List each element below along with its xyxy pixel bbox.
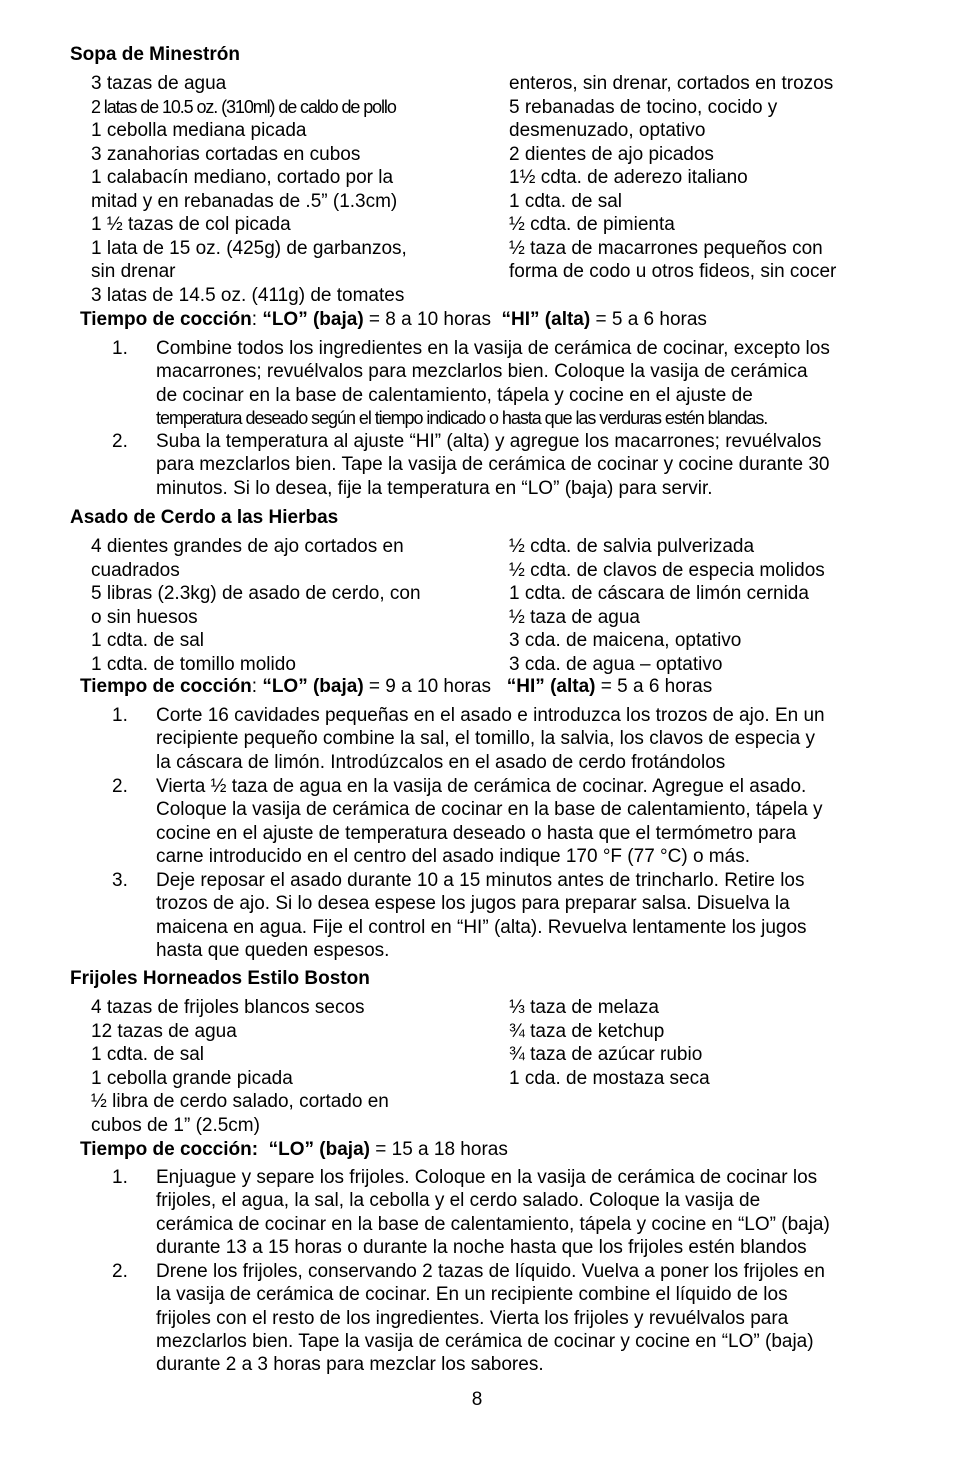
ingredient-line: 1 cdta. de sal	[509, 190, 623, 212]
ingredient-line: 4 tazas de frijoles blancos secos	[91, 997, 365, 1018]
step-text-line: cocine en el ajuste de temperatura deseado o hasta que el termómetro para	[156, 822, 797, 844]
step-text-line: hasta que queden espesos.	[156, 939, 390, 961]
ingredient-line: 3 zanahorias cortadas en cubos	[91, 143, 361, 165]
step-number: 2.	[112, 776, 128, 797]
lo-setting-label: “LO” (baja)	[268, 1139, 370, 1160]
step-number: 2.	[112, 431, 128, 452]
step-text-line: minutos. Si lo desea, fije la temperatura en “LO” (baja) para servir.	[156, 477, 713, 499]
ingredient-line: 1 cebolla grande picada	[91, 1067, 293, 1089]
ingredient-line: ⅓ taza de melaza	[509, 997, 659, 1018]
ingredient-line: ¾ taza de ketchup	[509, 1020, 665, 1042]
ingredient-line: 1 cdta. de sal	[91, 630, 205, 651]
ingredients-left-pork-roast	[91, 535, 421, 676]
ingredient-line: 5 rebanadas de tocino, cocido y	[509, 96, 778, 118]
step-text-line: recipiente pequeño combine la sal, el tomillo, la salvia, los clavos de especia y	[156, 728, 816, 750]
lo-setting-value: = 9 a 10 horas	[363, 676, 491, 697]
cooking-time-label: Tiempo de cocción	[80, 676, 252, 697]
step-text-line: para mezclarlos bien. Tape la vasija de cerámica de cocinar y cocine durante 30	[156, 454, 830, 476]
ingredients-right-pork-roast	[509, 535, 825, 676]
recipe-title-baked-beans: Frijoles Horneados Estilo Boston	[70, 968, 370, 989]
ingredient-line: 3 cda. de maicena, optativo	[509, 630, 742, 651]
ingredient-line: 12 tazas de agua	[91, 1020, 237, 1042]
ingredient-line: 1 cebolla mediana picada	[91, 120, 307, 141]
ingredient-line: 1 cdta. de sal	[91, 1044, 205, 1065]
ingredient-line: 2 dientes de ajo picados	[509, 143, 714, 165]
step-text-line: temperatura deseado según el tiempo indicado o hasta que las verduras estén blandas.	[156, 407, 768, 428]
hi-setting-value: = 5 a 6 horas	[595, 676, 713, 697]
ingredient-line: ½ libra de cerdo salado, cortado en	[91, 1091, 389, 1112]
ingredient-line: 4 dientes grandes de ajo cortados en	[91, 536, 404, 557]
step-text-line: Enjuague y separe los frijoles. Coloque en la vasija de cerámica de cocinar los	[156, 1167, 818, 1188]
step-number: 3.	[112, 870, 128, 891]
ingredient-line: ½ taza de agua	[509, 606, 640, 628]
ingredient-line: 1 cda. de mostaza seca	[509, 1067, 710, 1089]
cooking-time-pork-roast: Tiempo de cocción: “LO” (baja) = 9 a 10 horas “HI” (alta) = 5 a 6 horas	[80, 676, 713, 697]
hi-setting-label: “HI” (alta)	[506, 676, 596, 697]
cooking-time-minestrone: Tiempo de cocción: “LO” (baja) = 8 a 10 horas “HI” (alta) = 5 a 6 horas	[80, 309, 707, 330]
ingredient-line: 1 cdta. de cáscara de limón cernida	[509, 583, 809, 604]
step-text-line: la vasija de cerámica de cocinar. En un recipiente combine el líquido de los	[156, 1284, 788, 1306]
ingredient-line: 1 ½ tazas de col picada	[91, 214, 291, 235]
step-number: 1.	[112, 338, 128, 359]
step-text-line: durante 13 a 15 horas o durante la noche hasta que los frijoles estén blandos	[156, 1236, 807, 1258]
ingredient-line: sin drenar	[91, 261, 176, 282]
ingredient-line: 5 libras (2.3kg) de asado de cerdo, con	[91, 583, 421, 604]
ingredient-line: desmenuzado, optativo	[509, 120, 706, 141]
ingredient-line: ½ cdta. de salvia pulverizada	[509, 536, 755, 557]
step-number: 1.	[112, 1167, 128, 1188]
step-text-line: Combine todos los ingredientes en la vasija de cerámica de cocinar, excepto los	[156, 338, 830, 359]
step-text-line: trozos de ajo. Si lo desea espese los jugos para preparar salsa. Disuelva la	[156, 893, 790, 915]
ingredient-line: ¾ taza de azúcar rubio	[509, 1044, 703, 1065]
step-text-line: carne introducido en el centro del asado indique 170 °F (77 °C) o más.	[156, 845, 750, 867]
step-text-line: Corte 16 cavidades pequeñas en el asado e introduzca los trozos de ajo. En un	[156, 705, 825, 726]
ingredient-line: 1 calabacín mediano, cortado por la	[91, 167, 394, 188]
cooking-time-label: Tiempo de cocción:	[80, 1139, 259, 1160]
recipe-title-minestrone: Sopa de Minestrón	[70, 44, 240, 65]
ingredients-right-baked-beans	[509, 996, 710, 1090]
step-text-line: Deje reposar el asado durante 10 a 15 minutos antes de trincharlo. Retire los	[156, 870, 805, 891]
step-text-line: mezclarlos bien. Tape la vasija de cerámica de cocinar y cocine en “LO” (baja)	[156, 1330, 814, 1352]
ingredient-line: cuadrados	[91, 559, 180, 581]
step-number: 2.	[112, 1261, 128, 1282]
step-text-line: Drene los frijoles, conservando 2 tazas de líquido. Vuelva a poner los frijoles en	[156, 1261, 825, 1282]
ingredient-line: ½ taza de macarrones pequeños con	[509, 237, 823, 259]
ingredient-line: 2 latas de 10.5 oz. (310ml) de caldo de pollo	[91, 96, 396, 117]
cooking-time-baked-beans	[80, 1138, 508, 1161]
step-text-line: maicena en agua. Fije el control en “HI” (alta). Revuelva lentamente los jugos	[156, 916, 807, 938]
step-text-line: Coloque la vasija de cerámica de cocinar en la base de calentamiento, tápela y	[156, 799, 823, 821]
ingredient-line: 3 cda. de agua – optativo	[509, 653, 723, 675]
ingredients-left-baked-beans	[91, 996, 389, 1137]
step-text-line: frijoles con el resto de los ingredientes. Vierta los frijoles y revuélvalos para	[156, 1307, 789, 1329]
ingredient-line: enteros, sin drenar, cortados en trozos	[509, 73, 834, 94]
ingredients-left-minestrone	[91, 72, 407, 307]
ingredient-line: ½ cdta. de pimienta	[509, 214, 675, 235]
lo-setting-label: “LO” (baja)	[262, 676, 364, 697]
step-text-line: la cáscara de limón. Introdúzcalos en el asado de cerdo frotándolos	[156, 751, 726, 773]
hi-setting-label: “HI” (alta)	[501, 309, 591, 330]
ingredients-right-minestrone	[509, 72, 836, 284]
step-text-line: macarrones; revuélvalos para mezclarlos bien. Coloque la vasija de cerámica	[156, 361, 808, 383]
page-number: 8	[471, 1389, 483, 1410]
ingredient-line: forma de codo u otros fideos, sin cocer	[509, 261, 837, 282]
step-number: 1.	[112, 705, 128, 726]
ingredient-line: ½ cdta. de clavos de especia molidos	[509, 559, 825, 581]
ingredient-line: 3 latas de 14.5 oz. (411g) de tomates	[91, 284, 405, 306]
ingredient-line: o sin huesos	[91, 606, 198, 628]
ingredient-line: 1 cdta. de tomillo molido	[91, 653, 296, 675]
step-text-line: Vierta ½ taza de agua en la vasija de cerámica de cocinar. Agregue el asado.	[156, 776, 807, 797]
recipe-title-pork-roast: Asado de Cerdo a las Hierbas	[70, 507, 339, 528]
cooking-time-label: Tiempo de cocción	[80, 309, 252, 330]
lo-setting-label: “LO” (baja)	[262, 309, 364, 330]
ingredient-line: cubos de 1” (2.5cm)	[91, 1114, 260, 1136]
step-text-line: Suba la temperatura al ajuste “HI” (alta) y agregue los macarrones; revuélvalos	[156, 431, 822, 452]
step-text-line: frijoles, el agua, la sal, la cebolla y el cerdo salado. Coloque la vasija de	[156, 1190, 761, 1212]
ingredient-line: mitad y en rebanadas de .5” (1.3cm)	[91, 190, 398, 212]
ingredient-line: 3 tazas de agua	[91, 73, 227, 94]
hi-setting-value: = 5 a 6 horas	[590, 309, 707, 330]
step-text-line: de cocinar en la base de calentamiento, tápela y cocine en el ajuste de	[156, 384, 753, 406]
step-text-line: durante 2 a 3 horas para mezclar los sabores.	[156, 1354, 544, 1376]
lo-setting-value: = 8 a 10 horas	[363, 309, 491, 330]
ingredient-line: 1½ cdta. de aderezo italiano	[509, 167, 748, 188]
ingredient-line: 1 lata de 15 oz. (425g) de garbanzos,	[91, 237, 407, 259]
lo-setting-value: = 15 a 18 horas	[369, 1139, 508, 1160]
step-text-line: cerámica de cocinar en la base de calentamiento, tápela y cocine en “LO” (baja)	[156, 1213, 830, 1235]
